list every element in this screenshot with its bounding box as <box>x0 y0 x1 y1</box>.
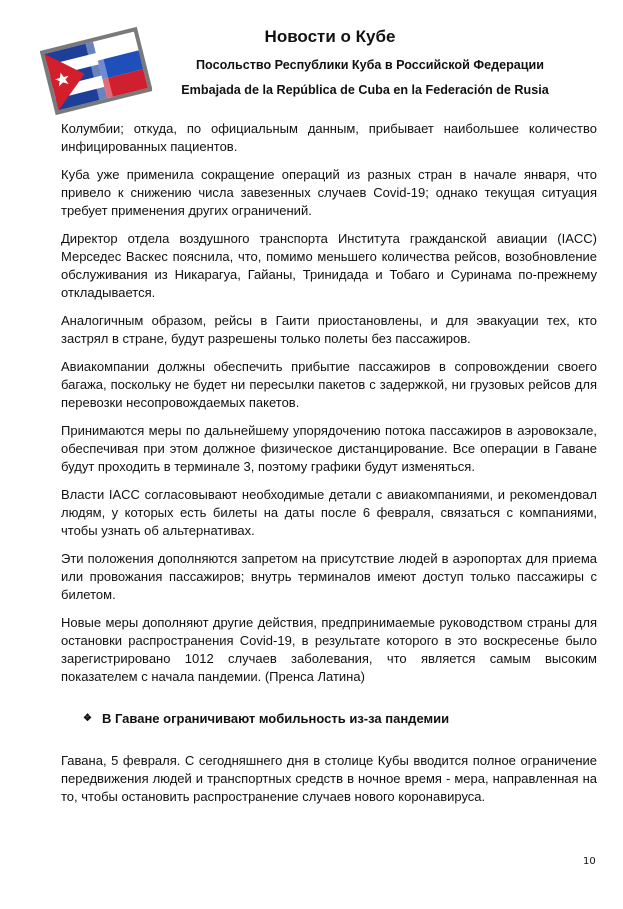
paragraph: Директор отдела воздушного транспорта Института гражданской авиации (IACC) Мерседес Васкес пояснила, что, помимо меньшего количества рейсов, возобновление обслуживания из Никарагуа, Гайаны, Тринидада и Тобаго и Суринама по-прежнему откладывается. <box>61 231 597 300</box>
article-body <box>61 120 597 816</box>
paragraph: Власти IACC согласовывают необходимые детали с авиакомпаниями, и рекомендовал людям, у которых есть билеты на даты после 6 февраля, связаться с компаниями, чтобы узнать об альтернативах. <box>61 487 597 538</box>
page-title: Новости о Кубе <box>264 27 396 46</box>
page-header <box>0 0 623 120</box>
paragraph: Авиакомпании должны обеспечить прибытие пассажиров в сопровождении своего багажа, поскольку не будет ни пересылки пакетов с задержкой, ни грузовых рейсов для перевозки несопровождаемых пакетов. <box>61 359 597 410</box>
paragraph: Принимаются меры по дальнейшему упорядочению потока пассажиров в аэровокзале, обеспечивая при этом должное физическое дистанцирование. Все операции в Гаване будут проходить в терминале 3, поэтому графики будут изменяться. <box>61 423 597 474</box>
paragraph: Куба уже применила сокращение операций из разных стран в начале января, что привело к снижению числа завезенных случаев Covid-19; однако текущая ситуация требует применения других ограничений. <box>61 167 597 218</box>
section-heading <box>83 710 597 728</box>
paragraph: Колумбии; откуда, по официальным данным, прибывает наибольшее количество инфицированных пациентов. <box>61 121 597 154</box>
cuba-russia-flags-icon <box>40 24 152 116</box>
embassy-name-spanish: Embajada de la República de Cuba en la Federación de Rusia <box>181 83 549 97</box>
embassy-name-russian: Посольство Республики Куба в Российской Федерации <box>196 58 544 72</box>
paragraph: Аналогичным образом, рейсы в Гаити приостановлены, и для эвакуации тех, кто застрял в стране, будут разрешены только полеты без пассажиров. <box>61 313 597 346</box>
section-heading-text: В Гаване ограничивают мобильность из-за пандемии <box>101 711 450 726</box>
paragraph: Эти положения дополняются запретом на присутствие людей в аэропортах для приема или провожания пассажиров; внутрь терминалов имеют доступ только пассажиры с билетом. <box>61 551 597 602</box>
diamond-bullet-icon: ❖ <box>83 713 92 724</box>
paragraph: Новые меры дополняют другие действия, предпринимаемые руководством страны для остановки распространения Covid-19, в результате которого в это воскресенье было зарегистрировано 1012 случаев заболевания, что является самым высоким показателем с начала пандемии. (Пренса Латина) <box>61 615 597 684</box>
section-paragraph: Гавана, 5 февраля. С сегодняшнего дня в столице Кубы вводится полное ограничение передвижения людей и транспортных средств в ночное время - мера, направленная на то, чтобы остановить распространение случаев нового коронавируса. <box>61 753 597 804</box>
page-number: 10 <box>583 856 596 867</box>
